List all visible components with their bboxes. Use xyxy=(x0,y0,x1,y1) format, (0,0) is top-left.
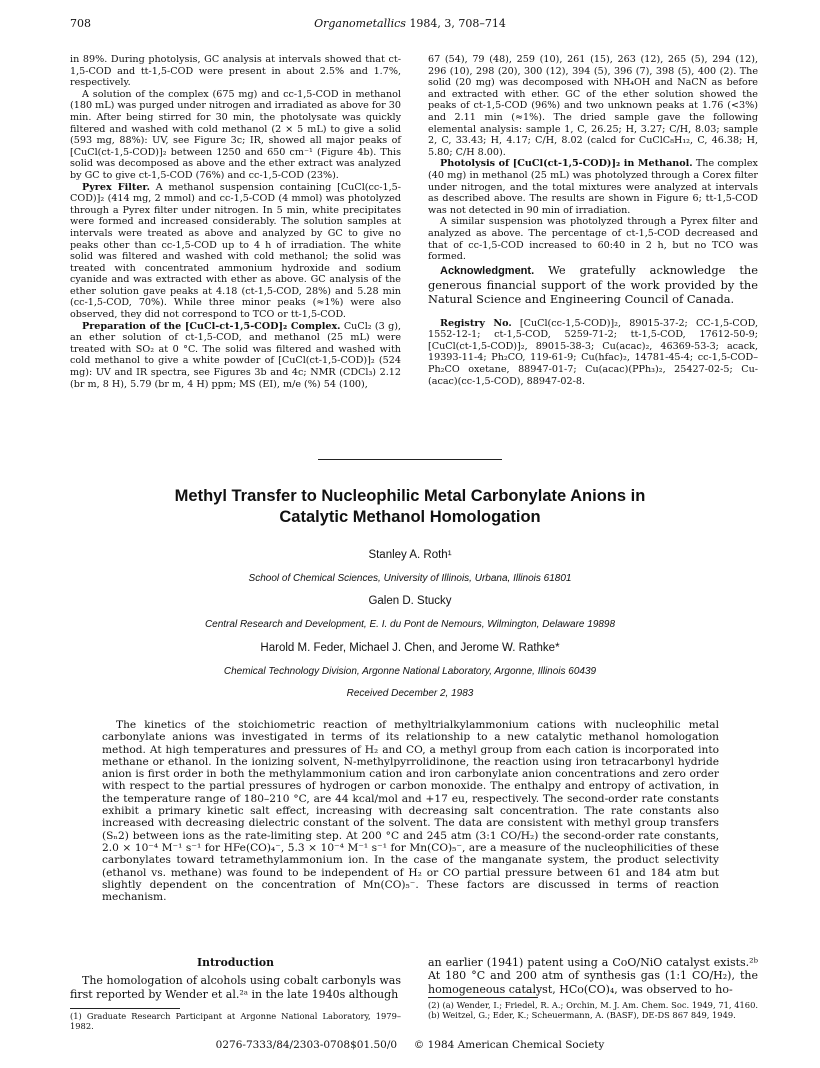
paragraph: in 89%. During photolysis, GC analysis at intervals showed that ct-1,5-COD and tt-1,5-COD were present in about 2.5% and 1.7%, respectively. xyxy=(70,54,401,89)
author-line: Stanley A. Roth¹ xyxy=(368,549,452,561)
introduction-right xyxy=(428,956,758,996)
received-date: Received December 2, 1983 xyxy=(346,688,474,699)
title-line: Catalytic Methanol Homologation xyxy=(279,508,541,526)
journal-volume-pages: 1984, 3, 708–714 xyxy=(409,17,506,30)
affiliation-line: School of Chemical Sciences, University of Illinois, Urbana, Illinois 61801 xyxy=(248,573,572,584)
left-column xyxy=(70,54,401,390)
page-number: 708 xyxy=(70,17,91,30)
photolysis-paragraph xyxy=(428,158,758,216)
section-run-in-heading: Pyrex Filter. xyxy=(82,181,150,193)
right-column xyxy=(428,54,758,387)
paragraph: A similar suspension was photolyzed through a Pyrex filter and analyzed as above. The percentage of ct-1,5-COD decreased and that of cc-1,5-COD increased to 60:40 in 2 h, but no TCO was formed. xyxy=(428,216,758,263)
acknowledgment-heading: Acknowledgment. xyxy=(440,264,535,277)
paragraph: an earlier (1941) patent using a CoO/NiO catalyst exists.²ᵇ At 180 °C and 200 atm of synthesis gas (1:1 CO/H₂), the homogeneous catalyst, HCo(CO)₄, was observed to ho- xyxy=(428,956,758,996)
abstract: The kinetics of the stoichiometric reaction of methyltrialkylammonium cations with nucleophilic metal carbonylate anions was investigated in terms of its relationship to a new catalytic methanol homologation method. At high temperatures and pressures of H₂ and CO, a methyl group from each cation is incorporated into methane or ethanol. In the ionizing solvent, N-methylpyrrolidinone, the reaction using iron tetracarbonyl hydride anion is first order in both the methylammonium cation and iron carbonylate anion concentrations and zero order with respect to the partial pressures of hydrogen or carbon monoxide. The enthalpy and entropy of activation, in the temperature range of 180–210 °C, are 44 kcal/mol and +17 eu, respectively. The second-order rate constants exhibit a primary kinetic salt effect, increasing with decreasing salt concentration. The rate constants also increased with decreasing dielectric constant of the solvent. The data are consistent with methyl group transfers (Sₙ2) between ions as the rate-limiting step. At 200 °C and 245 atm (3:1 CO/H₂) the second-order rate constants, 2.0 × 10⁻⁴ M⁻¹ s⁻¹ for HFe(CO)₄⁻, 5.3 × 10⁻⁴ M⁻¹ s⁻¹ for Mn(CO)₅⁻, are a measure of the nucleophilicities of these carbonylates toward tetramethylammonium ion. In the case of the manganate system, the product selectivity (ethanol vs. methane) was found to be independent of H₂ or CO partial pressure between 61 and 184 atm but slightly dependent on the concentration of Mn(CO)₅⁻. These factors are discussed in terms of reaction mechanism. xyxy=(102,719,719,904)
introduction-heading: Introduction xyxy=(197,956,274,969)
preparation-paragraph xyxy=(70,321,401,391)
paragraph-text: The complex (40 mg) in methanol (25 mL) was photolyzed through a Corex filter under nitrogen, and the total mixtures were analyzed at intervals as described above. The results are shown in Figure 6; tt-1,5-COD was not detected in 90 min of irradiation. xyxy=(428,158,758,216)
registry-text: [CuCl(cc-1,5-COD)]₂, 89015-37-2; CC-1,5-COD, 1552-12-1; ct-1,5-COD, 5259-71-2; tt-1,5-COD, 17612-50-9; [CuCl(ct-1,5-COD)]₂, 89015-38-3; Cu(acac)₂, 46369-53-3; acack, 19393-11-4; Ph₂CO, 119-61-9; Cu(hfac)₂, 14781-45-4; cc-1,5-COD–Ph₂CO oxetane, 88947-01-7; Cu(acac)(PPh₃)₂, 25427-02-5; Cu-(acac)(cc-1,5-COD), 88947-02-8. xyxy=(428,317,758,387)
article-title xyxy=(90,486,730,528)
introduction-left xyxy=(70,956,401,1001)
journal-name: Organometallics xyxy=(314,17,406,30)
affiliation-line: Central Research and Development, E. I. du Pont de Nemours, Wilmington, Delaware 19898 xyxy=(204,619,616,630)
article-code: 0276-7333/84/2303-0708$01.50/0 xyxy=(215,1039,398,1051)
footnote: (2) (a) Wender, I.; Friedel, R. A.; Orchin, M. J. Am. Chem. Soc. 1949, 71, 4160. (b) Weitzel, G.; Eder, K.; Scheuermann, A. (BASF), DE-DS 867 849, 1949. xyxy=(428,1000,758,1020)
journal-citation xyxy=(70,17,750,30)
paragraph: 67 (54), 79 (48), 259 (10), 261 (15), 263 (12), 265 (5), 294 (12), 296 (10), 298 (20), 300 (12), 394 (5), 396 (7), 398 (5), 400 (2). The solid (20 mg) was decomposed with NH₄OH and NaCN as before and extracted with ether. GC of the ether solution showed the peaks of ct-1,5-COD (96%) and two unknown peaks at 1.76 (<3%) and 2.11 min (≈1%). The dried sample gave the following elemental analysis: sample 1, C, 26.25; H, 3.27; C/H, 8.03; sample 2, C, 33.43; H, 4.17; C/H, 8.02 (calcd for CuClC₈H₁₂, C, 46.38; H, 5.80; C/H 8.00). xyxy=(428,54,758,158)
footnote: (1) Graduate Research Participant at Argonne National Laboratory, 1979–1982. xyxy=(70,1011,401,1031)
section-run-in-heading: Preparation of the [CuCl-ct-1,5-COD]₂ Complex. xyxy=(82,320,341,332)
title-line: Methyl Transfer to Nucleophilic Metal Carbonylate Anions in xyxy=(174,487,646,505)
registry-numbers xyxy=(428,318,758,388)
footnote-rule xyxy=(70,1008,180,1009)
paragraph: A solution of the complex (675 mg) and cc-1,5-COD in methanol (180 mL) was purged under nitrogen and irradiated as above for 30 min. After being stirred for 30 min, the photolysate was quickly filtered and washed with cold methanol (2 × 5 mL) to give a solid (593 mg, 88%): UV, see Figure 3c; IR, showed all major peaks of [CuCl(ct-1,5-COD)]₂ between 1250 and 650 cm⁻¹ (Figure 4b). This solid was decomposed as above and the ether extract was analyzed by GC to give ct-1,5-COD (76%) and cc-1,5-COD (23%). xyxy=(70,88,401,181)
article-separator-rule xyxy=(318,459,502,460)
paragraph-text: A methanol suspension containing [CuCl(cc-1,5-COD)]₂ (414 mg, 2 mmol) and cc-1,5-COD (4 mmol) was photolyzed through a Pyrex filter under nitrogen. In 5 min, white precipitates were formed and increased considerably. The solution samples at intervals were treated as above and analyzed by GC to give no peaks other than cc-1,5-COD up to 4 h of irradiation. The white solid was filtered and washed with cold methanol; the solid was treated with concentrated ammonium hydroxide and sodium cyanide and was extracted with ether as above. GC analysis of the ether solution gave peaks at 4.18 (ct-1,5-COD, 28%) and 5.28 min (cc-1,5-COD, 70%). While three minor peaks (≈1%) were also observed, they did not correspond to TCO or tt-1,5-COD. xyxy=(70,181,401,321)
paragraph-text: CuCl₂ (3 g), an ether solution of ct-1,5-COD, and methanol (25 mL) were treated with SO₂ at 0 °C. The solid was filtered and washed with cold methanol to give a white powder of [CuCl(ct-1,5-COD)]₂ (524 mg): UV and IR spectra, see Figures 3b and 4c; NMR (CDCl₃) 2.12 (br m, 8 H), 5.79 (br m, 4 H) ppm; MS (EI), m/e (%) 54 (100), xyxy=(70,320,402,390)
copyright: © 1984 American Chemical Society xyxy=(413,1039,605,1051)
acknowledgment xyxy=(428,263,758,306)
author-line: Harold M. Feder, Michael J. Chen, and Jerome W. Rathke* xyxy=(260,642,560,654)
registry-heading: Registry No. xyxy=(440,317,512,329)
affiliation-line: Chemical Technology Division, Argonne National Laboratory, Argonne, Illinois 60439 xyxy=(223,666,597,677)
section-run-in-heading: Photolysis of [CuCl(ct-1,5-COD)]₂ in Methanol. xyxy=(440,158,693,170)
acknowledgment-text: We gratefully acknowledge the generous financial support of the work provided by the Natural Science and Engineering Council of Canada. xyxy=(428,262,758,306)
paragraph: The homologation of alcohols using cobalt carbonyls was first reported by Wender et al.²ᵃ in the late 1940s although xyxy=(70,974,401,1001)
pyrex-filter-paragraph xyxy=(70,182,401,321)
page-bottom-line xyxy=(0,1039,820,1051)
running-head xyxy=(70,17,750,33)
author-line: Galen D. Stucky xyxy=(368,595,452,607)
footnote-rule xyxy=(428,997,538,998)
